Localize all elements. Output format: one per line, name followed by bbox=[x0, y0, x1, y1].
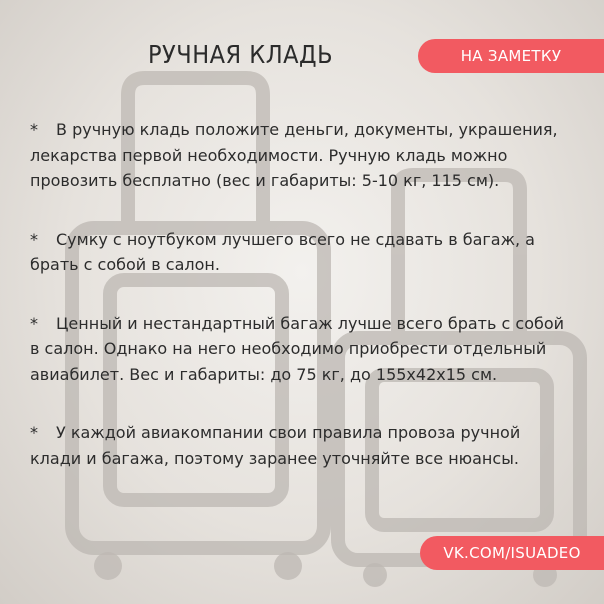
bullet-marker: * bbox=[30, 120, 38, 139]
tip-text: В ручную кладь положите деньги, документы, украшения, лекарства первой необходимости. Ручную кладь можно провозить бесплатно (вес и габариты: 5-10 кг, 115 см). bbox=[30, 120, 558, 190]
source-link-badge[interactable]: VK.COM/ISUADEO bbox=[420, 536, 604, 570]
tip-paragraph bbox=[30, 117, 575, 194]
tip-text: Ценный и нестандартный багаж лучше всего брать с собой в салон. Однако на него необходимо приобрести отдельный авиабилет. Вес и габариты: до 75 кг, до 155x42x15 см. bbox=[30, 313, 565, 384]
tip-paragraph bbox=[30, 420, 575, 471]
tips-list bbox=[30, 117, 575, 504]
bullet-marker: * bbox=[30, 229, 38, 249]
tip-paragraph bbox=[30, 227, 575, 278]
tip-text: Сумку с ноутбуком лучшего всего не сдавать в багаж, а брать с собой в салон. bbox=[30, 229, 535, 274]
bullet-marker: * bbox=[30, 313, 38, 333]
tip-text: У каждой авиакомпании свои правила провоза ручной клади и багажа, поэтому заранее уточняйте все нюансы. bbox=[30, 423, 521, 468]
page-title: РУЧНАЯ КЛАДЬ bbox=[148, 40, 334, 69]
tip-paragraph bbox=[30, 311, 575, 388]
note-badge: НА ЗАМЕТКУ bbox=[418, 39, 604, 73]
bullet-marker: * bbox=[30, 423, 38, 442]
left-wheel-1 bbox=[94, 552, 122, 580]
right-wheel-1 bbox=[363, 563, 387, 587]
left-wheel-2 bbox=[274, 552, 302, 580]
